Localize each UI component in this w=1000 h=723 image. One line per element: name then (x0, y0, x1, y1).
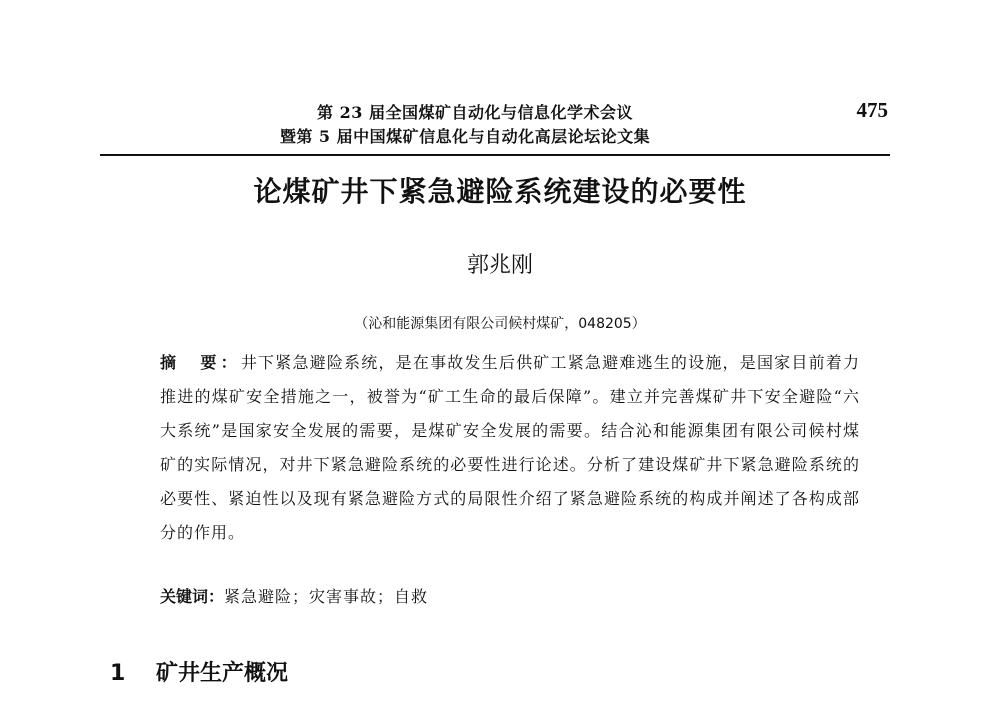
abstract-text: 井下紧急避险系统，是在事故发生后供矿工紧急避难逃生的设施，是国家目前着力推进的煤矿安全措施之一，被誉为“矿工生命的最后保障”。建立并完善煤矿井下安全避险“六大系统”是国家安全发展的需要，是煤矿安全发展的需要。结合沁和能源集团有限公司候村煤矿的实际情况，对井下紧急避险系统的必要性进行论述。分析了建设煤矿井下紧急避险系统的必要性、紧迫性以及现有紧急避险方式的局限性介绍了紧急避险系统的构成并阐述了各构成部分的作用。 (160, 353, 860, 542)
section-title: 矿井生产概况 (156, 661, 289, 686)
page-number: 475 (856, 98, 888, 122)
abstract-label: 摘 要： (160, 353, 241, 372)
keywords (160, 582, 860, 612)
running-header (100, 98, 890, 156)
paper-title: 论煤矿井下紧急避险系统建设的必要性 (253, 175, 747, 208)
paper-author: 郭兆刚 (466, 253, 533, 278)
keywords-label: 关键词： (160, 587, 225, 606)
abstract (160, 346, 860, 550)
conference-title-line-2: 暨第 5 届中国煤矿信息化与自动化高层论坛论文集 (279, 127, 651, 146)
keywords-text: 紧急避险；灾害事故；自救 (224, 587, 429, 606)
paper-affiliation: （沁和能源集团有限公司候村煤矿，048205） (354, 316, 646, 332)
section-heading (110, 656, 288, 687)
conference-title-line-1: 第 23 届全国煤矿自动化与信息化学术会议 (317, 103, 633, 122)
section-number: 1 (110, 661, 126, 686)
